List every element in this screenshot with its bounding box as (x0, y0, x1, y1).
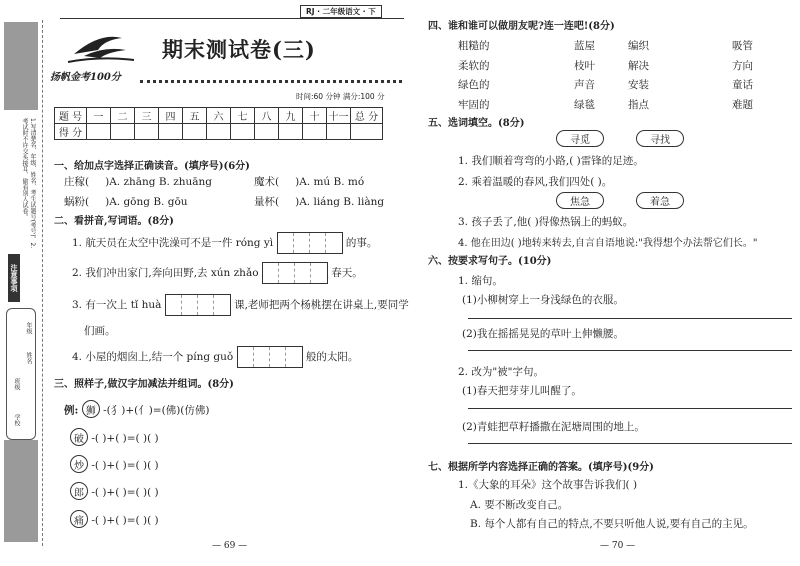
s1-r2-word: 蜗粉( (64, 196, 90, 208)
example-rest: -(犭)+(亻)=(佛)(仿佛) (103, 404, 210, 417)
s3-row-pattern[interactable]: -( )+( )=( )( ) (91, 486, 159, 499)
score-cell: 题 号 (55, 108, 87, 124)
s7-title: 七、根据所学内容选择正确的答案。(填序号)(9分) (428, 462, 654, 473)
answer-line[interactable] (468, 318, 792, 319)
match-item[interactable]: 方向 (732, 59, 753, 72)
word-option-3: 焦急 (556, 192, 604, 209)
s3-row (70, 482, 159, 500)
score-cell: 九 (279, 108, 303, 124)
field-name: 姓名 (25, 352, 32, 364)
match-item[interactable]: 柔软的 (458, 59, 490, 72)
s6-sub2: 2. 改为"被"字句。 (458, 366, 545, 378)
score-input[interactable] (207, 124, 231, 140)
answer-grid[interactable] (262, 262, 328, 284)
s1-r1-opts: )A. zhāng B. zhuāng (105, 176, 213, 188)
s2-q4-tail: 般的太阳。 (305, 351, 359, 363)
s2-q4-text: 4. 小屋的烟囱上,结一个 píng guǒ (72, 351, 234, 363)
match-item[interactable]: 编织 (628, 40, 649, 52)
s2-q1 (72, 232, 377, 254)
s2-q3-text: 3. 有一次上 tǐ huà (72, 299, 162, 311)
word-option-2: 寻找 (636, 130, 684, 147)
s2-q1-tail: 的事。 (345, 237, 378, 249)
s6-a2: (2)我在摇摇晃晃的草叶上伸懒腰。 (462, 328, 624, 340)
score-input[interactable] (231, 124, 255, 140)
answer-line[interactable] (468, 443, 792, 444)
s2-q3b: 们画。 (84, 325, 116, 337)
score-cell: 四 (159, 108, 183, 124)
score-input[interactable] (303, 124, 327, 140)
score-input[interactable] (111, 124, 135, 140)
score-input[interactable] (87, 124, 111, 140)
score-cell: 总 分 (351, 108, 383, 124)
match-item[interactable]: 童话 (732, 79, 753, 91)
score-row-headers (55, 108, 383, 124)
s1-r2b-opts: )A. liáng B. liàng (295, 196, 385, 208)
answer-line[interactable] (468, 350, 792, 351)
s3-title: 三、照样子,做汉字加减法并组词。(8分) (54, 379, 234, 390)
score-input[interactable] (183, 124, 207, 140)
score-input[interactable] (135, 124, 159, 140)
s1-r2 (64, 194, 188, 209)
s6-title: 六、按要求写句子。(10分) (428, 256, 552, 267)
s3-row (70, 455, 159, 473)
score-input[interactable] (255, 124, 279, 140)
match-item[interactable]: 牢固的 (458, 98, 490, 111)
score-cell: 五 (183, 108, 207, 124)
score-cell: 十 (303, 108, 327, 124)
s1-r1b-word: 魔术( (254, 176, 280, 188)
s3-row (70, 428, 159, 446)
time-info: 时间:60 分钟 满分:100 分 (296, 92, 385, 101)
score-input[interactable] (279, 124, 303, 140)
s1-r1 (64, 174, 212, 189)
s2-title: 二、看拼音,写词语。(8分) (54, 216, 174, 227)
logo-text: 扬帆金考100分 (50, 72, 121, 83)
s4-col4 (732, 37, 753, 115)
word-option-1: 寻觅 (556, 130, 604, 147)
score-row-values (55, 124, 383, 140)
s3-example (64, 400, 210, 418)
page-number-left: — 69 — (212, 541, 248, 551)
match-item[interactable]: 绿毯 (574, 98, 595, 111)
match-item[interactable]: 难题 (732, 98, 753, 111)
s5-title: 五、选词填空。(8分) (428, 118, 525, 129)
score-cell: 三 (135, 108, 159, 124)
char-circle: 郎 (70, 482, 88, 500)
char-circle: 破 (70, 428, 88, 446)
strip-bottom-block (4, 440, 38, 542)
s1-r1b-opts: )A. mú B. mó (295, 176, 365, 188)
match-item[interactable]: 枝叶 (574, 59, 595, 72)
grade-badge: RJ · 二年级语文 · 下 (300, 5, 382, 18)
answer-grid[interactable] (237, 346, 303, 368)
char-circle: 炒 (70, 455, 88, 473)
s5-q3[interactable]: 3. 孩子丢了,他( )得像热锅上的蚂蚁。 (458, 216, 634, 228)
s5-q4[interactable]: 4. 他在田边( )地转来转去,自言自语地说:"我得想个办法帮它们长。" (458, 238, 758, 249)
field-grade: 年级 (25, 322, 32, 334)
score-input[interactable] (159, 124, 183, 140)
s2-q2-tail: 春天。 (331, 267, 363, 279)
score-input[interactable] (351, 124, 383, 140)
s3-row-pattern[interactable]: -( )+( )=( )( ) (91, 432, 159, 445)
match-item[interactable]: 吸管 (732, 40, 753, 52)
field-school: 学校 (13, 414, 20, 426)
score-cell: 八 (255, 108, 279, 124)
field-class: 班级 (13, 378, 20, 390)
notice-label: 注意事项 (8, 254, 20, 302)
match-item[interactable]: 解决 (628, 59, 649, 72)
s4-col3 (628, 37, 649, 115)
answer-grid[interactable] (277, 232, 343, 254)
match-item[interactable]: 指点 (628, 98, 649, 111)
s6-a1: (1)小柳树穿上一身浅绿色的衣服。 (462, 294, 624, 306)
s3-row (70, 510, 159, 528)
answer-grid[interactable] (165, 294, 231, 316)
example-char: 狮 (82, 400, 100, 418)
header-rule (60, 18, 404, 19)
match-item[interactable]: 粗糙的 (458, 40, 490, 52)
s3-row-pattern[interactable]: -( )+( )=( )( ) (91, 459, 159, 472)
s2-q1-text: 1. 航天员在太空中洗澡可不是一件 róng yì (72, 237, 274, 249)
s1-r1b (254, 174, 364, 189)
s6-sub1: 1. 缩句。 (458, 275, 503, 287)
logo-icon (64, 26, 136, 66)
s4-title: 四、谁和谁可以做朋友呢?连一连吧!(8分) (428, 21, 615, 32)
score-cell: 得 分 (55, 124, 87, 140)
match-item[interactable]: 蓝屋 (574, 40, 595, 52)
dotted-rule (140, 80, 402, 83)
s1-r2-opts: )A. gōng B. gōu (105, 196, 188, 208)
score-cell: 七 (231, 108, 255, 124)
s1-title: 一、给加点字选择正确读音。(填序号)(6分) (54, 161, 250, 172)
example-label: 例: (64, 404, 79, 417)
match-item[interactable]: 安装 (628, 79, 649, 91)
match-item[interactable]: 绿色的 (458, 79, 490, 91)
page-number-right: — 70 — (600, 541, 636, 551)
s1-r2b-word: 量杯( (254, 196, 280, 208)
s3-row-pattern[interactable]: -( )+( )=( )( ) (91, 514, 159, 527)
s7-q1[interactable]: 1.《大象的耳朵》这个故事告诉我们( ) (458, 479, 638, 491)
strip-notes: 1.写清楚名、年级、姓名、考生试题号(考号)。2.考试时不许交头接耳、偷看别人试卷。 (21, 118, 36, 249)
s5-q1[interactable]: 1. 我们顺着弯弯的小路,( )雷锋的足迹。 (458, 155, 644, 167)
strip-top-block (4, 22, 38, 110)
s1-r1-word: 庄稼( (64, 176, 90, 188)
s2-q4 (72, 346, 358, 368)
score-cell: 二 (111, 108, 135, 124)
score-table (54, 107, 383, 140)
s6-b1: (1)春天把芽芽儿叫醒了。 (462, 385, 582, 397)
binding-strip (4, 22, 38, 542)
s2-q2 (72, 262, 363, 284)
s2-q3-tail: 课,老师把两个杨桃摆在讲桌上,要同学 (234, 299, 409, 311)
answer-line[interactable] (468, 408, 792, 409)
s4-col2 (574, 37, 595, 115)
word-option-4: 着急 (636, 192, 684, 209)
s5-q2[interactable]: 2. 乘着温暖的春风,我们四处( )。 (458, 176, 613, 188)
s6-b2: (2)青蛙把草籽播撒在泥塘周围的地上。 (462, 421, 645, 433)
s7-optA[interactable]: A. 要不断改变自己。 (470, 499, 569, 511)
s2-q2-text: 2. 我们冲出家门,奔向田野,去 xún zhǎo (72, 267, 259, 279)
score-input[interactable] (327, 124, 351, 140)
page-title: 期末测试卷(三) (162, 37, 316, 62)
char-circle: 痛 (70, 510, 88, 528)
score-cell: 六 (207, 108, 231, 124)
cut-line (42, 20, 43, 546)
s7-optB[interactable]: B. 每个人都有自己的特点,不要只听他人说,要有自己的主见。 (470, 518, 754, 530)
match-item[interactable]: 声音 (574, 79, 595, 91)
s1-r2b (254, 194, 384, 209)
s4-col1 (458, 37, 490, 115)
score-cell: 一 (87, 108, 111, 124)
score-cell: 十一 (327, 108, 351, 124)
s2-q3 (72, 294, 409, 316)
